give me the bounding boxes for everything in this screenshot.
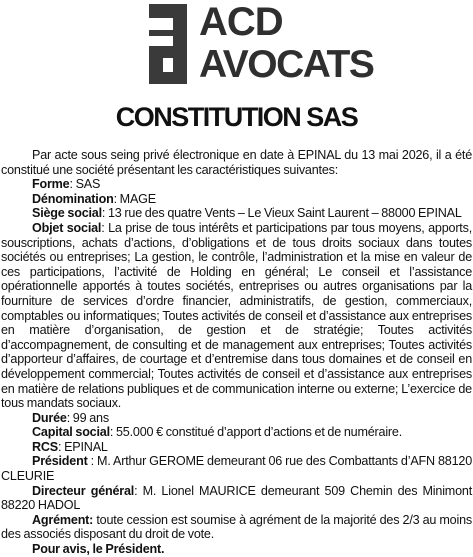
- denomination-value: : MAGE: [113, 191, 156, 206]
- siege-label: Siège social: [32, 206, 102, 221]
- closing-line: [1, 542, 472, 557]
- agrement-value: toute cession est soumise à agrément de la majorité des 2/3 au moins des associés disposant du droit de vote.: [1, 512, 472, 542]
- objet-paragraph: [1, 221, 472, 411]
- forme-label: Forme: [32, 177, 70, 192]
- duree-line: [1, 411, 472, 426]
- acd-avocats-logo: [0, 0, 473, 95]
- siege-value: : 13 rue des quatre Vents – Le Vieux Saint Laurent – 88000 EPINAL: [101, 206, 462, 221]
- forme-value: : SAS: [69, 177, 101, 192]
- forme-line: [1, 177, 472, 192]
- denomination-label: Dénomination: [32, 191, 114, 206]
- closing-text: Pour avis, le Président.: [32, 542, 165, 557]
- rcs-line: [1, 440, 472, 455]
- notice-body: [1, 148, 472, 557]
- capital-label: Capital social: [32, 425, 110, 440]
- intro-paragraph: Par acte sous seing privé électronique en date à EPINAL du 13 mai 2026, il a été constitué une société présentant les caractéristiques suivantes:: [1, 148, 472, 177]
- president-value: : M. Arthur GEROME demeurant 06 rue des Combattants d’AFN 88120 CLEURIE: [1, 454, 472, 484]
- denomination-line: [1, 192, 472, 207]
- capital-value: : 55.000 € constitué d’apport d’actions et de numéraire.: [109, 425, 403, 440]
- capital-line: [1, 425, 472, 440]
- objet-label: Objet social: [32, 220, 102, 235]
- duree-value: : 99 ans: [66, 410, 109, 425]
- logo-text-avocats: AVOCATS: [199, 43, 374, 86]
- objet-value: : La prise de tous intérêts et participations par tous moyens, apports, souscriptions, achats d’actions, d’obligations et de tous droits sociaux dans toutes sociétés ou entreprises; La gestion, le contrôle, l’administration et la mise en valeur de ces participations, l’activité de Holding en général; Le conseil et l’assistance opérationnelle apportés à toutes sociétés, entreprises ou autres organisations par la fourniture de services d’ordre financier, administratifs, de gestion, commerciaux, comptables ou informatiques; Toutes activités de conseil et d’assistance aux entreprises en matière d’organisation, de gestion et de stratégie; Toutes activités d’accompagnement, de consulting et de management aux entreprises; Toutes activités d’apporteur d’affaires, de courtage et d’entremise dans tous domaines et de conseil en développement commercial; Toutes activités de conseil et d’assistance aux entreprises en matière de relations publiques et de communication interne ou externe; L’exercice de tous mandats sociaux.: [1, 220, 473, 411]
- rcs-label: RCS: [32, 439, 58, 454]
- directeur-label: Directeur général: [32, 483, 135, 498]
- rcs-value: : EPINAL: [58, 439, 108, 454]
- president-label: Président: [32, 454, 88, 469]
- notice-title: CONSTITUTION SAS: [115, 102, 358, 132]
- directeur-paragraph: [1, 484, 472, 513]
- siege-line: [1, 206, 472, 221]
- logo-text-acd: ACD: [199, 0, 283, 44]
- president-paragraph: [1, 454, 472, 483]
- acd-logo-mark-icon: [143, 2, 193, 86]
- directeur-value: : M. Lionel MAURICE demeurant 509 Chemin des Minimont 88220 HADOL: [1, 483, 472, 513]
- duree-label: Durée: [32, 410, 67, 425]
- agrement-paragraph: [1, 513, 472, 542]
- agrement-label: Agrément:: [32, 512, 94, 527]
